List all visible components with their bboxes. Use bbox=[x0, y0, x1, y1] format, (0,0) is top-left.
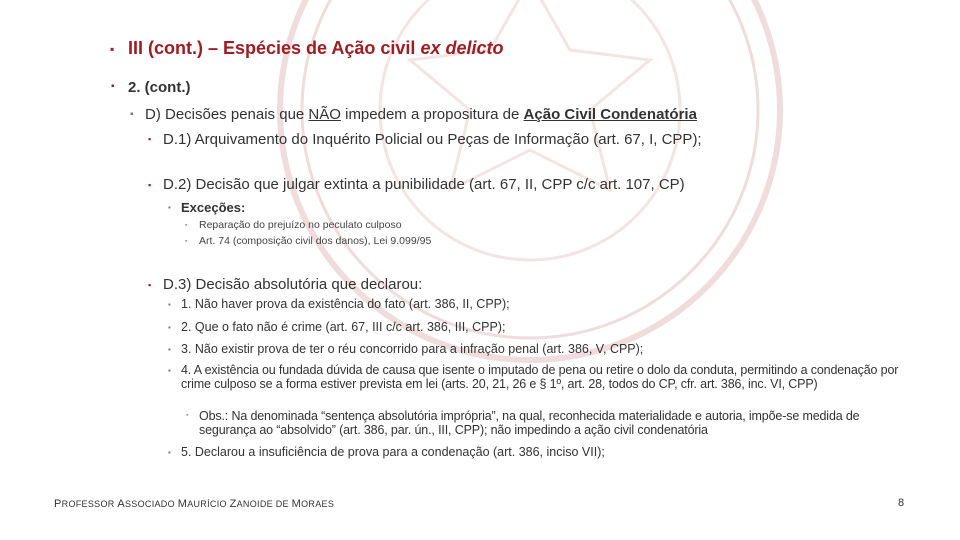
title-main: III (cont.) – Espécies de Ação civil bbox=[128, 38, 421, 58]
underline-acao-civil: Ação Civil Condenatória bbox=[523, 106, 697, 123]
item-d3: D.3) Decisão absolutória que declarou: bbox=[163, 276, 423, 293]
item-d2: D.2) Decisão que julgar extinta a punibilidade (art. 67, II, CPP c/c art. 107, CP) bbox=[163, 176, 685, 193]
heading2: 2. (cont.) bbox=[128, 79, 191, 96]
excecao-item: Reparação do prejuízo no peculato culposo bbox=[199, 219, 402, 231]
bullet-icon: ▪ bbox=[168, 448, 171, 457]
bullet-icon: ▪ bbox=[168, 300, 171, 309]
underline-nao: NÃO bbox=[308, 106, 341, 123]
heading2-bullet-icon: ▪ bbox=[111, 81, 115, 92]
excecao-item: Art. 74 (composição civil dos danos), Lei 9.099/95 bbox=[199, 235, 432, 247]
d3-item-4: 4. A existência ou fundada dúvida de causa que isente o imputado de pena ou retire o dolo da conduta, permitindo a condenação por crime culposo se a forma estiver prevista em lei (arts. 20, 21, 26 e § 1º, art. 28, todos do CP, cfr. art. 386, inc. VI, CPP) bbox=[181, 363, 899, 391]
bullet-icon: ▪ bbox=[185, 238, 188, 245]
bullet-icon: ▪ bbox=[148, 134, 152, 144]
bullet-icon: ▪ bbox=[168, 345, 171, 354]
d3-item-3: 3. Não existir prova de ter o réu concorrido para a infração penal (art. 386, V, CPP); bbox=[181, 342, 644, 356]
bullet-icon: ▪ bbox=[130, 109, 134, 120]
footer-author: PROFESSOR ASSOCIADO MAURÍCIO ZANOIDE DE MORAES bbox=[54, 498, 335, 510]
page-number: 8 bbox=[898, 497, 905, 509]
bullet-icon: ▪ bbox=[168, 203, 171, 212]
bullet-icon: ▪ bbox=[185, 222, 188, 229]
bullet-icon: ▪ bbox=[168, 323, 171, 332]
slide-title bbox=[128, 38, 503, 59]
bullet-icon: ▪ bbox=[148, 180, 152, 190]
d3-item-1: 1. Não haver prova da existência do fato (art. 386, II, CPP); bbox=[181, 297, 510, 311]
d3-item-2: 2. Que o fato não é crime (art. 67, III c/c art. 386, III, CPP); bbox=[181, 320, 506, 334]
title-italic: ex delicto bbox=[420, 38, 504, 58]
bullet-icon: ▪ bbox=[148, 280, 152, 290]
d3-item-5: 5. Declarou a insuficiência de prova para a condenação (art. 386, inciso VII); bbox=[181, 445, 605, 459]
title-bullet-icon: ▪ bbox=[110, 42, 115, 56]
excecoes-label: Exceções: bbox=[181, 200, 246, 215]
item-d1: D.1) Arquivamento do Inquérito Policial ou Peças de Informação (art. 67, I, CPP); bbox=[163, 131, 702, 148]
bullet-icon: ▪ bbox=[186, 412, 189, 419]
bullet-icon: ▪ bbox=[168, 366, 171, 375]
item-d: D) Decisões penais que NÃO impedem a propositura de Ação Civil Condenatória bbox=[145, 106, 697, 123]
obs-note: Obs.: Na denominada “sentença absolutória imprópria”, na qual, reconhecida materialidade e autoria, impõe-se medida de segurança ao “absolvido” (art. 386, par. ún., III, CPP); não impedindo a ação civil condenatória bbox=[199, 409, 860, 437]
